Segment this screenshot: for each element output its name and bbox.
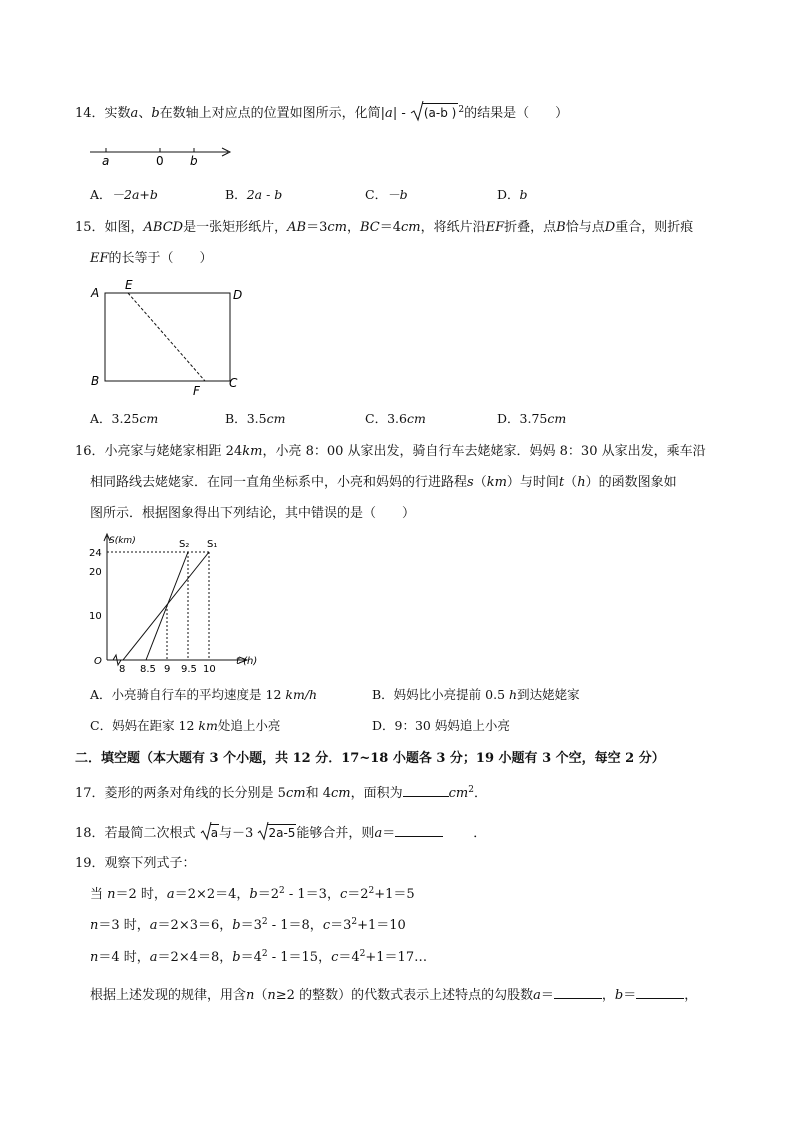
q14-stem: 14．实数a、b在数轴上对应点的位置如图所示，化简|a| - (a-b ) $^2$的结果是（ ） xyxy=(75,104,568,123)
y-axis-label: S(km) xyxy=(109,536,136,546)
x-tick-9: 9 xyxy=(164,664,171,675)
point-a-label: A xyxy=(91,286,100,300)
section-2-title: 二．填空题（本大题有 3 个小题，共 12 分．17~18 小题各 3 分；19 小题有 3 个空，每空 2 分） xyxy=(75,751,665,766)
q15-option-b[interactable]: B．3.5cm xyxy=(225,411,286,426)
q16-option-b[interactable]: B．妈妈比小亮提前 0.5 h到达姥姥家 xyxy=(372,687,580,702)
sqrt-2a-5: 2a-5 xyxy=(257,824,296,843)
point-e-label: E xyxy=(125,278,133,292)
q16-stem-line2: 相同路线去姥姥家．在同一直角坐标系中，小亮和妈妈的行进路程s（km）与时间t（h）的函数图象如 xyxy=(90,475,677,490)
point-b-label: B xyxy=(91,374,100,388)
y-tick-24: 24 xyxy=(89,548,102,559)
q19-answer-blank-b[interactable] xyxy=(636,984,684,999)
q19-example-line-1: 当 n＝2 时，a＝2×2＝4，$b=2^2 - 1=3$，$c=2^2+1=5$ xyxy=(90,886,415,902)
q19-example-line-3: n＝4 时，a＝2×4＝8，$b=4^2 - 1=15$，$c=4^2+1=17\dots$ xyxy=(90,949,428,965)
q15-option-d[interactable]: D．3.75cm xyxy=(497,411,567,426)
x-tick-9-5: 9.5 xyxy=(181,664,197,675)
q15-option-c[interactable]: C．3.6cm xyxy=(365,411,426,426)
radical-sign-icon xyxy=(410,100,424,122)
q16-option-c[interactable]: C．妈妈在距家 12 km处追上小亮 xyxy=(90,718,281,733)
q16-stem-line3: 图所示．根据图象得出下列结论，其中错误的是（ ） xyxy=(90,506,416,521)
q14-option-b[interactable]: B．2a - b xyxy=(225,187,283,202)
label-0: 0 xyxy=(156,154,164,168)
q14-option-c[interactable]: C．－b xyxy=(365,187,408,202)
origin-label: O xyxy=(94,656,102,667)
x-tick-8: 8 xyxy=(119,664,126,675)
q19-title: 19．观察下列式子： xyxy=(75,856,196,871)
y-tick-10: 10 xyxy=(89,611,102,622)
q16-distance-time-graph xyxy=(85,530,270,675)
point-f-label: F xyxy=(193,384,200,398)
x-tick-10: 10 xyxy=(203,664,216,675)
q16-option-d[interactable]: D．9：30 妈妈追上小亮 xyxy=(372,718,510,733)
y-tick-20: 20 xyxy=(89,567,102,578)
q14-option-d[interactable]: D．b xyxy=(497,187,528,202)
fold-line-ef xyxy=(128,293,205,381)
q15-stem-line2: EF的长等于（ ） xyxy=(90,251,213,266)
q15-stem-line1: 15．如图，ABCD是一张矩形纸片，AB＝3cm，BC＝4cm，将纸片沿EF折叠，点B恰与点D重合，则折痕 xyxy=(75,220,694,235)
series-s2-line xyxy=(146,552,188,660)
label-a: a xyxy=(102,154,110,168)
sqrt-a: a xyxy=(200,824,219,843)
q14-number-line xyxy=(88,140,238,170)
series-s2-label: S₂ xyxy=(179,539,190,550)
x-axis-label: t (h) xyxy=(236,656,258,667)
q17-stem: 17．菱形的两条对角线的长分别是 5cm和 4cm，面积为 $cm^2$． xyxy=(75,782,487,803)
q19-question-line: 根据上述发现的规律，用含n（n≥2 的整数）的代数式表示上述特点的勾股数a＝ ，b＝ ， xyxy=(90,984,697,1005)
label-b: b xyxy=(190,154,198,168)
q19-answer-blank-a[interactable] xyxy=(554,984,602,999)
point-d-label: D xyxy=(233,288,243,302)
x-tick-8-5: 8.5 xyxy=(140,664,156,675)
q19-example-line-2: n＝3 时，a＝2×3＝6，$b=3^2 - 1=8$，$c=3^2+1=10$ xyxy=(90,917,406,933)
series-s1-line xyxy=(123,552,209,660)
q14-option-a[interactable]: A．－2a+b xyxy=(90,187,158,202)
radical-sign-icon xyxy=(200,821,212,841)
q18-stem: 18．若最简二次根式 a与－3 2a-5能够合并，则a＝ ． xyxy=(75,822,486,843)
q16-stem-line1: 16．小亮家与姥姥家相距 24km，小亮 8：00 从家出发，骑自行车去姥姥家．妈妈 8：30 从家出发，乘车沿 xyxy=(75,444,706,459)
sqrt-expression: (a-b ) xyxy=(410,104,458,123)
q17-answer-blank[interactable] xyxy=(403,782,449,797)
series-s1-label: S₁ xyxy=(207,539,218,550)
q15-option-a[interactable]: A．3.25cm xyxy=(90,411,159,426)
q16-option-a[interactable]: A．小亮骑自行车的平均速度是 12 km/h xyxy=(90,687,318,702)
radical-sign-icon xyxy=(257,821,269,841)
rectangle-abcd xyxy=(105,293,230,381)
q18-answer-blank[interactable] xyxy=(395,822,443,837)
point-c-label: C xyxy=(229,376,238,390)
q15-rectangle-figure xyxy=(85,278,255,400)
